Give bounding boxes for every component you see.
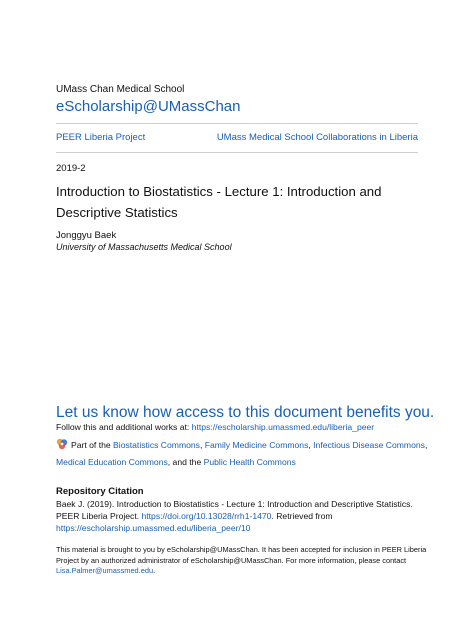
follow-text: Follow this and additional works at:	[56, 422, 192, 432]
commons-link-biostatistics[interactable]: Biostatistics Commons	[113, 440, 200, 450]
part-of-prefix: Part of the	[71, 440, 114, 450]
author-affiliation: University of Massachusetts Medical School	[56, 242, 232, 252]
citation-body: Baek J. (2019). Introduction to Biostatistics - Lecture 1: Introduction and Descriptive Statistics. PEER Liberia Project.	[56, 499, 413, 521]
separator: ,	[308, 440, 314, 450]
citation-url-link[interactable]: https://escholarship.umassmed.edu/liberia_peer/10	[56, 523, 251, 533]
footer-text: This material is brought to you by eScholarship@UMassChan. It has been accepted for inclusion in PEER Liberia Project by an authorized administrator of eScholarship@UMassChan. For more information, please contact	[56, 545, 427, 565]
citation-retrieved: . Retrieved from	[271, 511, 333, 521]
publication-date: 2019-2	[56, 163, 86, 174]
divider	[56, 123, 418, 124]
commons-link-family-medicine[interactable]: Family Medicine Commons	[204, 440, 309, 450]
doi-link[interactable]: https://doi.org/10.13028/rrh1-1470	[141, 511, 272, 521]
collection-link[interactable]: UMass Medical School Collaborations in Liberia	[216, 132, 418, 143]
separator: ,	[199, 440, 205, 450]
divider	[56, 152, 418, 153]
separator: ,	[424, 440, 428, 450]
commons-link-public-health[interactable]: Public Health Commons	[203, 457, 296, 467]
follow-line	[56, 422, 374, 432]
repository-link[interactable]: eScholarship@UMassChan	[56, 98, 241, 115]
footer-end: .	[153, 566, 156, 575]
footer-notice	[56, 545, 436, 577]
commons-link-infectious-disease[interactable]: Infectious Disease Commons	[313, 440, 425, 450]
author-name: Jonggyu Baek	[56, 230, 117, 241]
follow-link[interactable]: https://escholarship.umassmed.edu/liberia_peer	[191, 422, 375, 432]
network-icon	[56, 438, 68, 450]
institution-name: UMass Chan Medical School	[56, 84, 185, 95]
project-link[interactable]: PEER Liberia Project	[56, 132, 146, 143]
document-title: Introduction to Biostatistics - Lecture 1: Introduction and Descriptive Statistics	[56, 184, 382, 220]
contact-email-link[interactable]: Lisa.Palmer@umassmed.edu	[56, 566, 154, 575]
citation-heading: Repository Citation	[56, 486, 144, 497]
commons-link-medical-education[interactable]: Medical Education Commons	[56, 457, 168, 467]
benefits-feedback-link[interactable]: Let us know how access to this document benefits you.	[56, 404, 435, 421]
separator: , and the	[167, 457, 204, 467]
part-of-line	[56, 437, 436, 471]
citation-text	[56, 498, 436, 534]
